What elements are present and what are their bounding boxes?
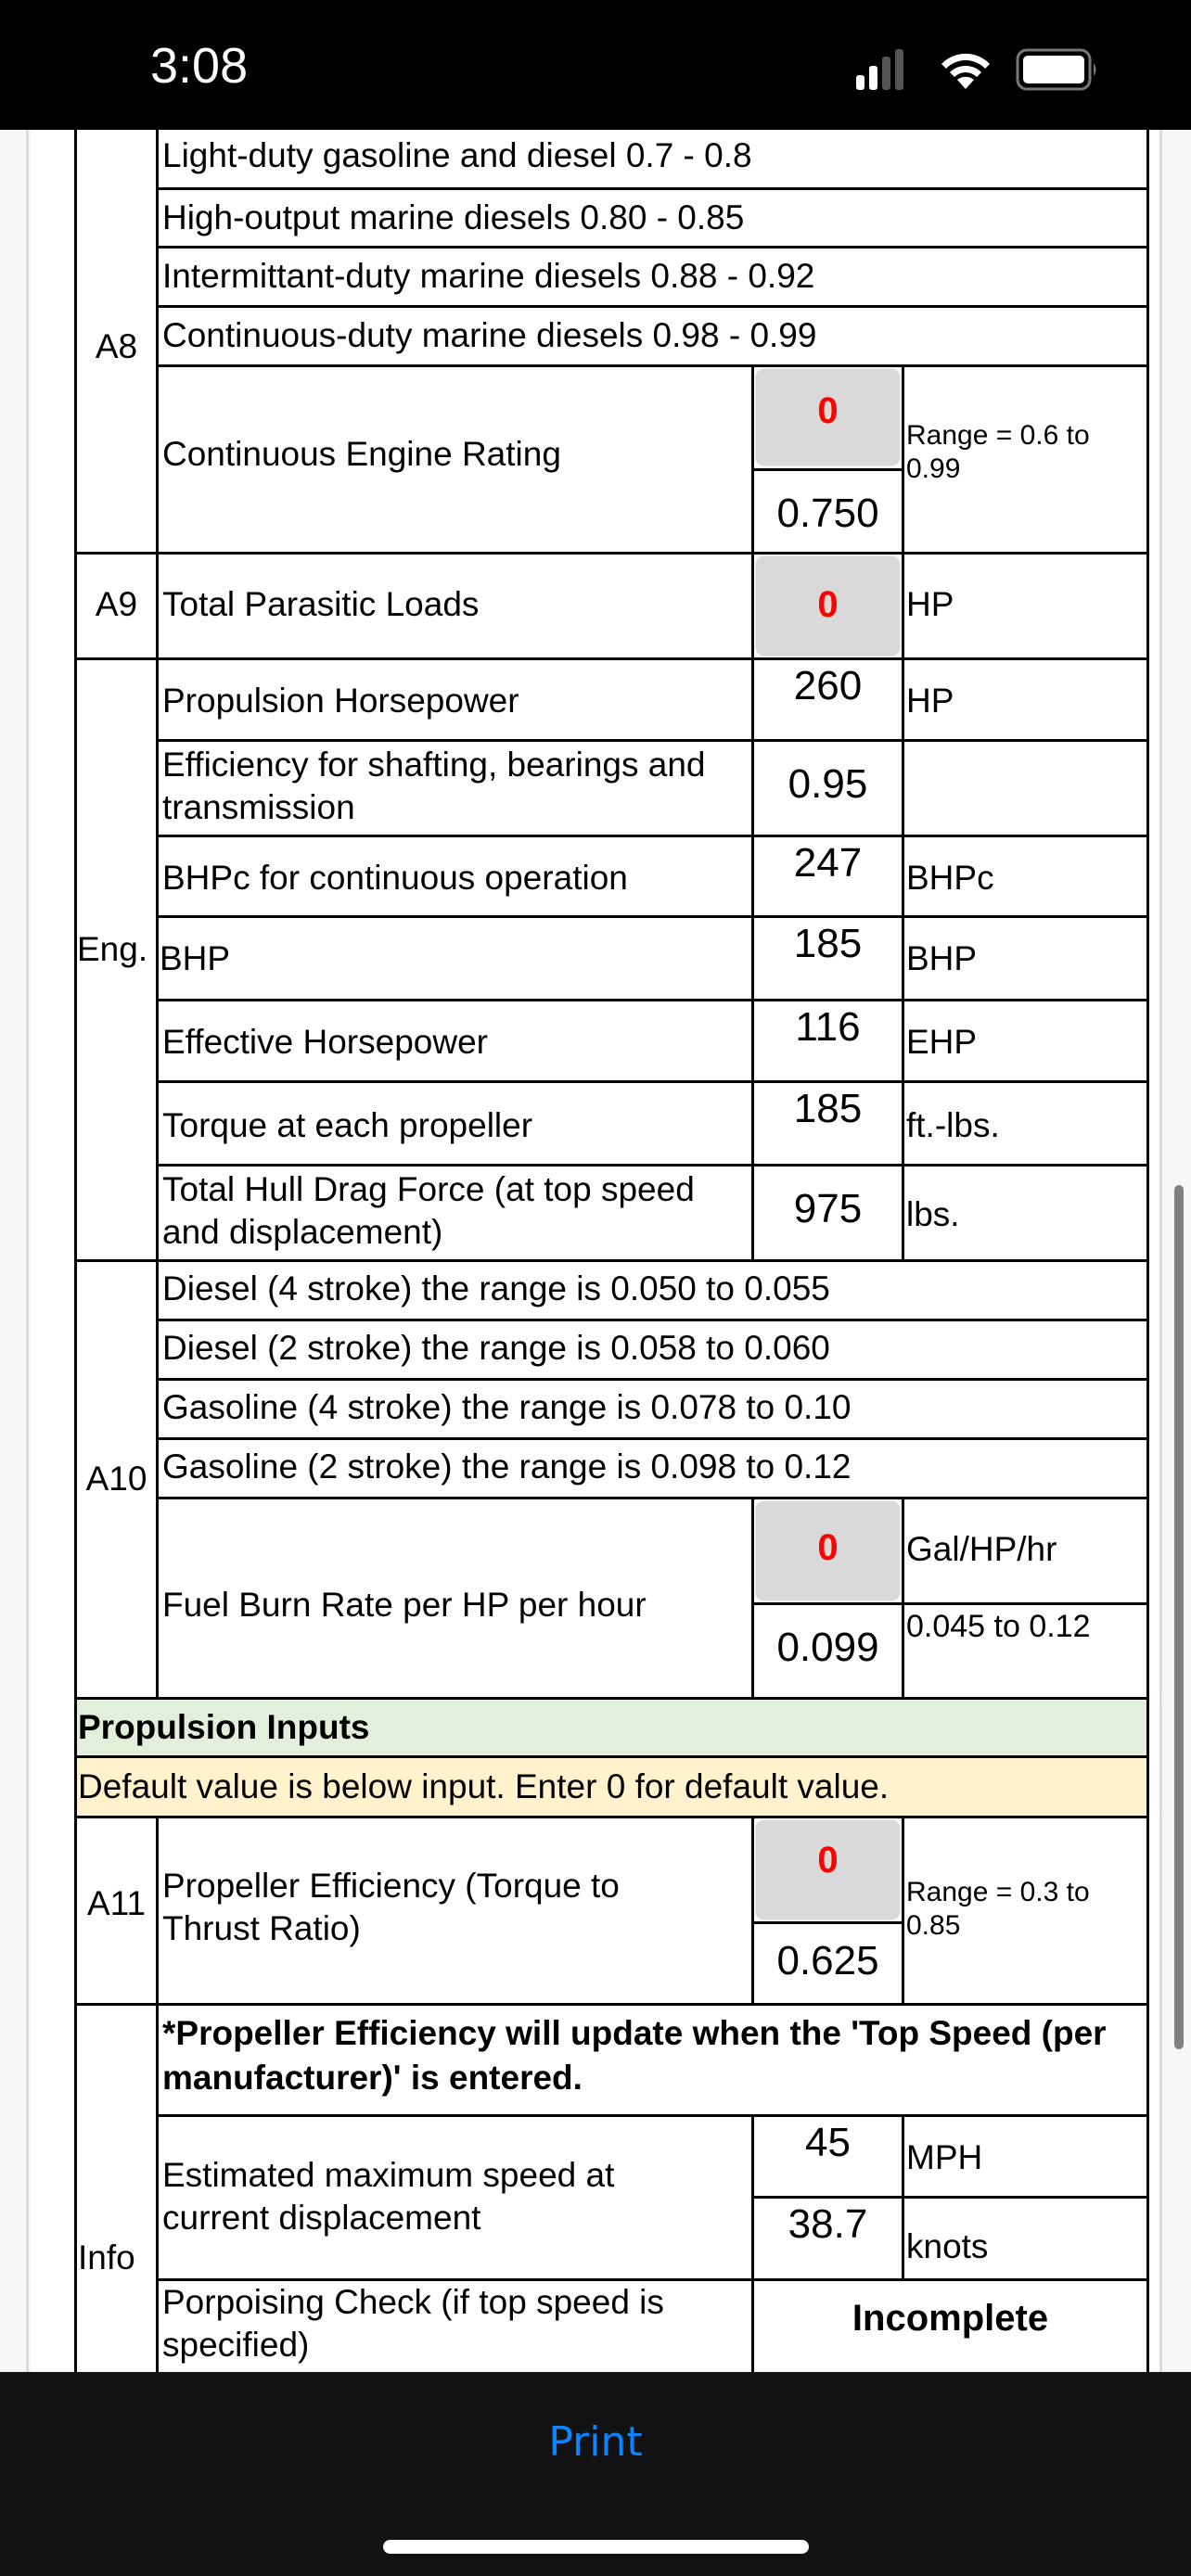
speed-knots-unit: knots xyxy=(906,2227,989,2265)
a8-label-cell xyxy=(74,130,159,555)
cellular-signal-icon xyxy=(856,51,921,90)
eng-row-value-cell xyxy=(751,1164,904,1262)
vertical-scrollbar[interactable] xyxy=(1174,1185,1184,2049)
status-time: 3:08 xyxy=(150,38,249,94)
eng-row-unit: BHPc xyxy=(906,859,994,897)
eng-row-unit-cell xyxy=(902,999,1149,1083)
propeller-efficiency-note-cell xyxy=(902,1816,1149,2006)
eng-row-label-cell xyxy=(156,657,754,742)
fuel-burn-rate-note: 0.045 to 0.12 xyxy=(906,1609,1091,1644)
a9-label-cell xyxy=(74,552,159,660)
a10-option-row xyxy=(156,1437,1149,1499)
eng-row-value: 260 xyxy=(793,663,863,708)
propeller-efficiency-label: Propeller Efficiency (Torque to Thrust Ratio) xyxy=(162,1867,620,1948)
continuous-engine-rating-default: 0.750 xyxy=(776,491,879,536)
eng-row-label: Propulsion Horsepower xyxy=(162,682,519,720)
speed-knots-value-cell xyxy=(751,2196,904,2281)
total-parasitic-loads-label-cell xyxy=(156,552,754,660)
porpoising-check-value: Incomplete xyxy=(852,2298,1049,2339)
eng-row-unit-cell xyxy=(902,1080,1149,1167)
eng-row-label-cell xyxy=(156,915,754,1001)
total-parasitic-loads-unit-cell xyxy=(902,552,1149,660)
fuel-burn-rate-input[interactable]: 0 xyxy=(755,1500,901,1601)
fuel-burn-rate-label: Fuel Burn Rate per HP per hour xyxy=(162,1586,647,1624)
fuel-burn-rate-label-cell xyxy=(156,1497,754,1700)
porpoising-check-value-cell xyxy=(751,2278,1149,2372)
eng-row-label: Torque at each propeller xyxy=(162,1106,533,1144)
info-label-cell xyxy=(74,2003,159,2372)
eng-row-value: 185 xyxy=(793,1086,863,1131)
propulsion-inputs-header xyxy=(74,1697,1149,1758)
eng-row-unit-cell xyxy=(902,657,1149,742)
default-value-note-text: Default value is below input. Enter 0 for default value. xyxy=(78,1767,890,1805)
total-parasitic-loads-input[interactable]: 0 xyxy=(755,555,901,657)
eng-row-value: 0.95 xyxy=(788,761,868,807)
speed-knots-unit-cell xyxy=(902,2196,1149,2281)
eng-row-value-cell xyxy=(751,915,904,1001)
a9-label: A9 xyxy=(95,585,138,623)
spreadsheet-page xyxy=(32,130,1159,2372)
eng-row-unit: HP xyxy=(906,682,954,720)
a10-option-row xyxy=(156,1378,1149,1440)
info-note-cell xyxy=(156,2003,1149,2117)
propeller-efficiency-label-cell xyxy=(156,1816,754,2006)
eng-row-label-cell xyxy=(156,999,754,1083)
continuous-engine-rating-label: Continuous Engine Rating xyxy=(162,435,561,473)
left-gutter xyxy=(0,130,29,2372)
propulsion-inputs-title: Propulsion Inputs xyxy=(78,1708,370,1746)
a10-option-text: Gasoline (2 stroke) the range is 0.098 to 0.12 xyxy=(162,1447,852,1486)
eng-row-label: Efficiency for shafting, bearings and transmission xyxy=(162,746,706,827)
eng-row-value: 185 xyxy=(793,921,863,966)
eng-row-unit-cell xyxy=(902,1164,1149,1262)
continuous-engine-rating-note: Range = 0.6 to 0.99 xyxy=(906,420,1090,484)
fuel-burn-rate-note-cell xyxy=(902,1602,1149,1700)
eng-row-label: Effective Horsepower xyxy=(162,1023,488,1061)
continuous-engine-rating-note-cell xyxy=(902,364,1149,555)
eng-row-unit-cell xyxy=(902,835,1149,918)
speed-mph-unit-cell xyxy=(902,2114,1149,2199)
fuel-burn-rate-default: 0.099 xyxy=(776,1625,879,1670)
total-parasitic-loads-label: Total Parasitic Loads xyxy=(162,585,480,623)
estimated-speed-label: Estimated maximum speed at current displacement xyxy=(162,2156,615,2238)
estimated-speed-label-cell xyxy=(156,2114,754,2281)
a10-option-text: Diesel (4 stroke) the range is 0.050 to 0.055 xyxy=(162,1269,830,1307)
eng-row-unit-cell xyxy=(902,739,1149,837)
eng-row-value-cell xyxy=(751,999,904,1083)
speed-mph-unit: MPH xyxy=(906,2138,983,2176)
a8-option-row xyxy=(156,130,1149,190)
porpoising-check-label: Porpoising Check (if top speed is specified) xyxy=(162,2283,664,2365)
a8-option-row xyxy=(156,246,1149,308)
status-bar xyxy=(0,0,1191,130)
a11-label: A11 xyxy=(86,1884,147,1922)
propeller-efficiency-default: 0.625 xyxy=(776,1938,879,1983)
fuel-burn-rate-unit: Gal/HP/hr xyxy=(906,1530,1057,1568)
eng-row-unit: ft.-lbs. xyxy=(906,1106,1000,1144)
a10-label: A10 xyxy=(85,1460,147,1498)
default-value-note xyxy=(74,1755,1149,1818)
continuous-engine-rating-label-cell xyxy=(156,364,787,555)
eng-row-value: 247 xyxy=(793,840,863,886)
wifi-icon xyxy=(937,46,994,91)
eng-row-value-cell xyxy=(751,739,904,837)
info-label: Info xyxy=(78,2238,135,2276)
propeller-efficiency-note: Range = 0.3 to 0.85 xyxy=(906,1877,1090,1941)
a8-option-text: Intermittant-duty marine diesels 0.88 - 0.92 xyxy=(162,257,815,295)
a10-option-text: Gasoline (4 stroke) the range is 0.078 to 0.10 xyxy=(162,1388,852,1426)
a8-option-row xyxy=(156,187,1149,249)
eng-row-label: Total Hull Drag Force (at top speed and displacement) xyxy=(162,1170,695,1252)
eng-row-value-cell xyxy=(751,1080,904,1167)
a8-option-text: Light-duty gasoline and diesel 0.7 - 0.8 xyxy=(162,136,752,174)
propeller-efficiency-input-cell[interactable] xyxy=(751,1816,904,1924)
total-parasitic-loads-input-cell[interactable] xyxy=(751,552,904,660)
continuous-engine-rating-input-cell[interactable] xyxy=(751,364,904,471)
eng-row-label-cell xyxy=(156,1080,754,1167)
fuel-burn-rate-default-cell xyxy=(751,1602,904,1700)
speed-knots-value: 38.7 xyxy=(788,2201,868,2247)
a11-label-cell xyxy=(74,1816,159,2006)
battery-icon xyxy=(1016,48,1099,91)
total-parasitic-loads-unit: HP xyxy=(906,585,954,623)
info-note: *Propeller Efficiency will update when the 'Top Speed (per manufacturer)' is entered. xyxy=(162,2014,1107,2098)
a10-label-cell xyxy=(74,1259,159,1700)
eng-row-unit: lbs. xyxy=(906,1195,960,1233)
continuous-engine-rating-default-cell xyxy=(751,468,904,555)
a10-option-text: Diesel (2 stroke) the range is 0.058 to 0.060 xyxy=(162,1329,830,1367)
eng-row-label: BHP xyxy=(160,939,231,977)
bottom-toolbar xyxy=(0,2372,1191,2576)
eng-label-cell xyxy=(74,657,159,1262)
a8-option-text: Continuous-duty marine diesels 0.98 - 0.99 xyxy=(162,316,817,354)
a8-label: A8 xyxy=(95,327,138,365)
a10-option-row xyxy=(156,1259,1149,1321)
fuel-burn-rate-unit-cell xyxy=(902,1497,1149,1605)
print-button[interactable]: Print xyxy=(548,2418,643,2466)
eng-row-value: 975 xyxy=(793,1186,863,1231)
propeller-efficiency-input[interactable]: 0 xyxy=(755,1819,901,1920)
a8-option-text: High-output marine diesels 0.80 - 0.85 xyxy=(162,198,745,236)
eng-label: Eng. xyxy=(77,930,148,968)
speed-mph-value-cell xyxy=(751,2114,904,2199)
home-indicator[interactable] xyxy=(383,2540,809,2554)
propeller-efficiency-default-cell xyxy=(751,1921,904,2006)
speed-mph-value: 45 xyxy=(805,2120,851,2165)
eng-row-value-cell xyxy=(751,657,904,742)
eng-row-unit: EHP xyxy=(906,1023,978,1061)
eng-row-unit: BHP xyxy=(906,939,978,977)
eng-row-value: 116 xyxy=(795,1004,861,1050)
fuel-burn-rate-input-cell[interactable] xyxy=(751,1497,904,1605)
continuous-engine-rating-input[interactable]: 0 xyxy=(755,368,901,466)
a8-option-row xyxy=(156,305,1149,367)
eng-row-label: BHPc for continuous operation xyxy=(162,859,628,897)
eng-row-label-cell xyxy=(156,1164,754,1262)
eng-row-label-cell xyxy=(156,739,754,837)
porpoising-check-label-cell xyxy=(156,2278,754,2372)
eng-row-value-cell xyxy=(751,835,904,918)
a10-option-row xyxy=(156,1319,1149,1381)
eng-row-label-cell xyxy=(156,835,754,918)
eng-row-unit-cell xyxy=(902,915,1149,1001)
